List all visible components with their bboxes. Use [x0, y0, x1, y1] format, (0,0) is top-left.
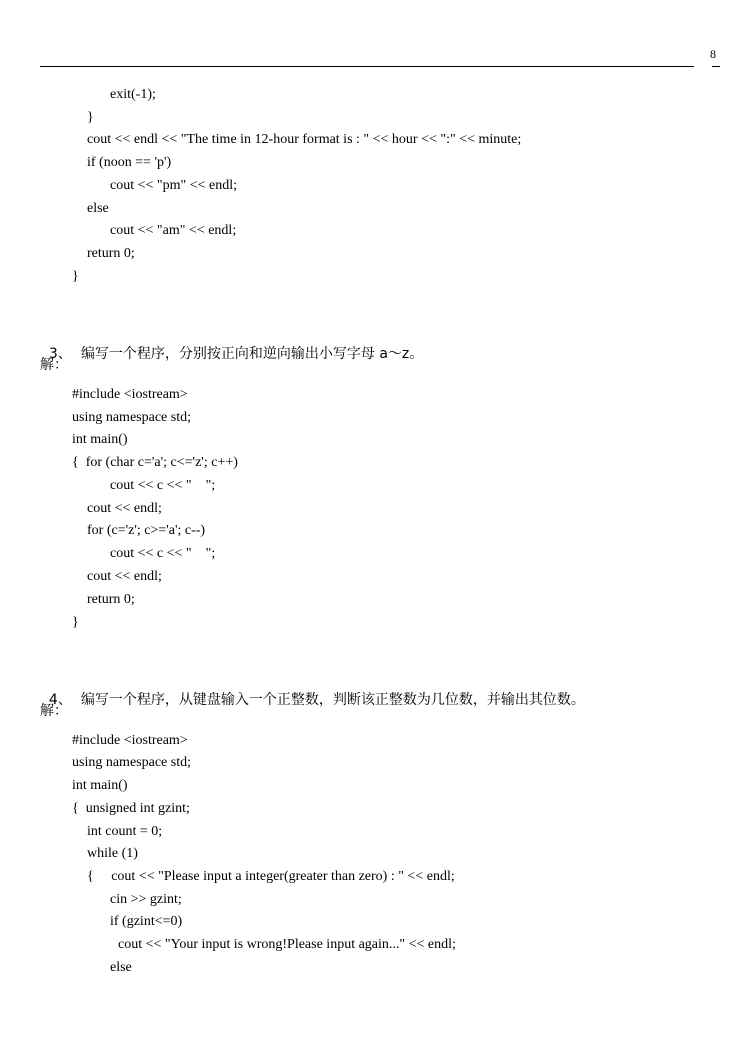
code-line: int main(): [72, 432, 128, 447]
answer-label: 解：: [40, 357, 68, 373]
code-line: cout << endl << "The time in 12-hour format is : " << hour << ":" << minute;: [87, 132, 522, 147]
code-line: }: [72, 615, 79, 630]
code-line: cout << "Your input is wrong!Please input again..." << endl;: [118, 937, 456, 952]
code-line: for (c='z'; c>='a'; c--): [87, 523, 206, 538]
code-line: int count = 0;: [87, 824, 163, 839]
code-line: { for (char c='a'; c<='z'; c++): [72, 455, 238, 470]
code-line: int main(): [72, 778, 128, 793]
code-line: #include <iostream>: [72, 387, 188, 402]
code-line: { unsigned int gzint;: [72, 801, 190, 816]
code-line: cout << endl;: [87, 569, 162, 584]
code-line: }: [87, 110, 94, 125]
code-line: }: [72, 269, 79, 284]
code-line: cout << c << " ";: [110, 546, 216, 561]
code-line: else: [110, 960, 132, 975]
code-line: if (gzint<=0): [110, 914, 183, 929]
code-line: cout << endl;: [87, 501, 162, 516]
code-line: if (noon == 'p'): [87, 155, 172, 170]
code-line: else: [87, 201, 109, 216]
question-number: 3、: [48, 346, 72, 362]
question-3: [40, 327, 424, 362]
code-line: while (1): [87, 846, 138, 861]
code-line: return 0;: [87, 592, 135, 607]
code-line: cout << "am" << endl;: [110, 223, 237, 238]
page-number: 8: [710, 47, 716, 61]
code-line: using namespace std;: [72, 410, 191, 425]
code-line: using namespace std;: [72, 755, 191, 770]
page-number-underline: [712, 66, 720, 67]
question-text: 编写一个程序，分别按正向和逆向输出小写字母 a～z。: [80, 346, 424, 362]
code-line: { cout << "Please input a integer(greater than zero) : " << endl;: [87, 869, 455, 884]
header-rule: [40, 66, 694, 67]
code-line: return 0;: [87, 246, 135, 261]
question-text: 编写一个程序，从键盘输入一个正整数，判断该正整数为几位数，并输出其位数。: [80, 692, 585, 708]
answer-label: 解：: [40, 703, 68, 719]
question-number: 4、: [48, 692, 72, 708]
code-line: cout << c << " ";: [110, 478, 216, 493]
code-line: exit(-1);: [110, 87, 156, 102]
code-line: cout << "pm" << endl;: [110, 178, 237, 193]
code-line: cin >> gzint;: [110, 892, 182, 907]
question-4: [40, 673, 585, 708]
code-line: #include <iostream>: [72, 733, 188, 748]
